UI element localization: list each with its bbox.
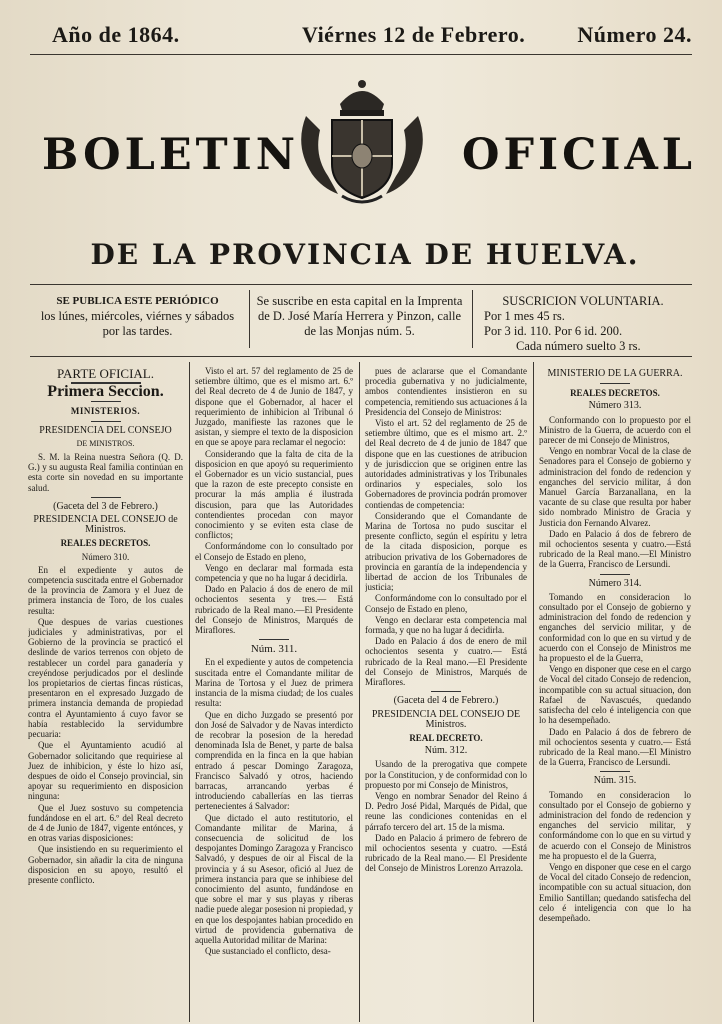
columns-top-rule: [30, 356, 692, 357]
masthead: [40, 22, 692, 54]
paragraph: Que el Juez sostuvo su competencia fundándose en el art. 6.º del Real decreto de 4 de Junio de 1847, vigente entónces, y en otras varias disposiciones:: [28, 802, 183, 844]
divider: [91, 401, 121, 402]
paragraph: Vengo en declarar mal formada esta competencia y que no ha lugar á decidirla.: [195, 562, 353, 584]
subscription-line-2: de D. José María Herrera y Pinzon, calle: [257, 309, 462, 323]
paragraph: Que insistiendo en su requerimiento el Gobernador, sin añadir la cita de ninguna disposicion en su apoyo, resultó el presente conflicto.: [28, 844, 183, 885]
paragraph: Visto el art. 52 del reglamento de 25 de setiembre último, que es el mismo art. 2.º del Real decreto de 4 de junio de 1847 que dispone que en las cuestiones de atribucion y de jurisdiccion que se originen entre las autoridades administrativas y los Tribunales ordinarios y especiales, solo los Gobernadores de provincia podrán promover contiendas de competencia:: [365, 418, 527, 510]
column-4: [539, 366, 691, 1021]
paragraph: Vengo en nombrar Senador del Reino á D. Pedro José Pidal, Marqués de Pidal, que reune las condiciones contenidas en el párrafo tercero del art. 15 de la misma.: [365, 790, 527, 832]
prices-heading: SUSCRICION VOLUNTARIA.: [502, 294, 664, 308]
info-top-rule: [30, 284, 692, 285]
paragraph: Dado en Palacio á dos de enero de mil ochocientos sesenta y cuatro.— Está rubricado de la Real mano.—El Presidente del Consejo de Ministros, Marqués de Miraflores.: [365, 636, 527, 688]
decree-number: Número 314.: [588, 577, 642, 589]
gaceta-reference: (Gaceta del 4 de Febrero.): [393, 695, 499, 707]
reales-decretos-heading: REALES DECRETOS.: [570, 388, 660, 399]
info-separator-1: [249, 290, 250, 348]
issue-number: Número 24.: [577, 22, 692, 47]
paragraph: En el expediente y autos de competencia suscitada entre el Comandante militar de Marina de Tortosa y el Juez de primera instancia de la misma ciudad; de los cuales resulta:: [195, 657, 353, 709]
title-right: OFICIAL: [462, 130, 697, 180]
paragraph: Que sustanciado el conflicto, desa-: [205, 946, 331, 957]
publication-schedule: [30, 294, 245, 339]
paragraph: Vengo en disponer que cese en el cargo de Vocal del citado Consejo de redencion, incompatible con su actual situacion, don Emilio Santillan; quedando satisfecha del celo é inteligencia con que lo ha desempeñado.: [539, 861, 691, 923]
decree-number: Núm. 312.: [424, 745, 468, 757]
issue-year: Año de 1864.: [52, 22, 180, 47]
paragraph: Que dictado el auto restitutorio, el Comandante militar de Marina, á consecuencia de solicitud de los despojantes Domingo Zaragoza y Francisco Salvadó, y despues de oir al Fiscal de la provincia y á su Asesor, ofició al Juez de primera instancia para que se inhibiese del conocimiento del asunto, fundándose en que sobre el mar y sus playas y riberas nadie puede alegar posesion ni propiedad, y en que los despojantes habian procedido en virtud de providencia gubernativa de aquella Autoridad militar de Marina:: [195, 812, 353, 945]
price-3-6-months: Por 3 id. 110. Por 6 id. 200.: [484, 324, 623, 338]
paragraph: pues de aclararse que el Comandante procedia gubernativa y no judicialmente, ambos contendientes insistieron en su competencia, remitiendo sus actuaciones á la Presidencia del Consejo de Ministros:: [365, 366, 527, 417]
issue-date: Viérnes 12 de Febrero.: [302, 22, 526, 47]
reales-decretos-heading: REALES DECRETOS.: [60, 538, 151, 549]
paragraph: Usando de la prerogativa que compete por la Constitucion, y de conformidad con lo propuesto por mi Consejo de Ministros,: [365, 759, 527, 790]
decree-number: Número 313.: [588, 400, 642, 412]
schedule-heading: SE PUBLICA ESTE PERIÓDICO: [56, 295, 219, 307]
paragraph: Vengo en disponer que cese en el cargo de Vocal del citado Consejo de redencion, incompatible con su actual situacion, don Rafael de Navascués, quedando satisfecha del celo é inteligencia con que lo ha desempeñado.: [539, 664, 691, 726]
divider: [91, 497, 121, 498]
paragraph: En el expediente y autos de competencia suscitada entre el Gobernador de la provincia de Zamora y el Juez de primera instancia de Toro, de los cuales resulta:: [28, 564, 183, 616]
paragraph: Dado en Palacio á dos de febrero de mil ochocientos sesenta y cuatro.— Está rubricado de la Real mano.—El Ministro de la Guerra, Francisco de Lersundi.: [539, 726, 691, 768]
info-separator-2: [472, 290, 473, 348]
real-decreto-heading: REAL DECRETO.: [409, 732, 483, 743]
paragraph: Vengo en declarar esta competencia mal formada, y que no ha lugar á decidirla.: [365, 614, 527, 636]
ministerios-heading: MINISTERIOS.: [70, 406, 141, 417]
divider: [91, 421, 121, 422]
subscription-place: [252, 294, 467, 339]
parte-oficial-heading: PARTE OFICIAL.: [57, 366, 154, 381]
divider: [600, 574, 630, 575]
subscription-prices: [476, 294, 690, 354]
paragraph: Dado en Palacio á dos de enero de mil ochocientos sesenta y tres.— Está rubricado de la Real mano.—El Presidente del Consejo de Ministros, Marqués de Miraflores.: [195, 584, 353, 636]
presidencia-heading: PRESIDENCIA DEL CONSEJO DE Ministros.: [371, 708, 521, 730]
price-1-month: Por 1 mes 45 rs.: [484, 309, 565, 323]
paragraph: Tomando en consideracion lo consultado por el Consejo de gobierno y administracion del fondo de redencion y enganches del servicio militar, y de conformidad con lo que en su virtud y de acuerdo con el Consejo de Ministros me ha propuesto el de la Guerra,: [539, 591, 691, 664]
subscription-line-3: de las Monjas núm. 5.: [304, 324, 415, 338]
column-1: [28, 366, 183, 1021]
paragraph: S. M. la Reina nuestra Señora (Q. D. G.) y su augusta Real familia continúan en esta corte sin novedad en su importante salud.: [28, 452, 183, 493]
price-single-issue: Cada número suelto 3 rs.: [516, 339, 641, 353]
column-2: [195, 366, 353, 1021]
presidencia-heading-2: PRESIDENCIA DEL CONSEJO de Ministros.: [33, 514, 178, 536]
column-separator-1: [189, 362, 190, 1022]
paragraph: Vengo en nombrar Vocal de la clase de Senadores para el Consejo de gobierno y administracion del fondo de redencion y enganches del servicio militar, á don Manuel García Barzanallana, en la vacante de su clase que resulta por haber sido nombrado Ministro de Gracia y Justicia don Fernando Alvarez.: [539, 446, 691, 528]
subtitle: DE LA PROVINCIA DE HUELVA.: [90, 238, 640, 271]
divider: [259, 639, 289, 640]
schedule-time: por las tardes.: [102, 324, 173, 338]
title-left: BOLETIN: [42, 130, 300, 180]
column-separator-3: [533, 362, 534, 1022]
paragraph: Que el Ayuntamiento acudió al Gobernador solicitando que requiriese al Juez de inhibicion, y éste lo hizo así, despues de oido el Consejo provincial, sin apoyar su requerimiento en disposicion ninguna:: [28, 740, 183, 802]
royal-coat-of-arms-icon: [292, 76, 432, 208]
paragraph: Tomando en consideracion lo consultado por el Consejo de gobierno y administracion del fondo de redencion y enganches del servicio militar, y conformándome con lo que en su virtud y de acuerdo con el Consejo de Ministros me ha propuesto el de la Guerra,: [539, 789, 691, 861]
decree-number: Núm. 315.: [593, 775, 637, 787]
decree-number: Núm. 311.: [250, 643, 298, 656]
column-separator-2: [359, 362, 360, 1022]
paragraph: Conformándome con lo consultado por el Consejo de Estado en pleno,: [365, 593, 527, 614]
paragraph: Considerando que el Comandante de Marina de Tortosa no pudo suscitar el presente conflicto, según el espíritu y letra de la citada disposicion, porque es atribucion privativa de los Gobernadores de provincia en garantía de la independencia y libertad de accion de los Tribunales de justicia;: [365, 510, 527, 593]
column-3: [365, 366, 527, 1021]
presidencia-heading: PRESIDENCIA DEL CONSEJO: [39, 424, 172, 436]
paragraph: Dado en Palacio á dos de febrero de mil ochocientos sesenta y cuatro.—Está rubricado de la Real mano.—El Ministro de la Guerra, Francisco de Lersundi.: [539, 528, 691, 570]
paragraph: Conformándome con lo consultado por el Consejo de Estado en pleno,: [195, 541, 353, 562]
paragraph: Que despues de varias cuestiones judiciales y administrativas, por el Gobierno de la provincia se practicó el deslinde de varios terrenos con objeto de restablecer un cordel para ganadería y creyéndose perjudicados por el deslinde los propietarios de ciertas fincas rústicas, presentaron en el expresado Juzgado de primera instancia demanda de propiedad contra el Ayuntamiento á cuyo favor se había restablecido la servidumbre pecuaria:: [28, 616, 183, 740]
primera-seccion-heading: Primera Seccion.: [47, 383, 164, 401]
gaceta-reference: (Gaceta del 3 de Febrero.): [53, 500, 158, 512]
paragraph: Dado en Palacio á primero de febrero de mil ochocientos sesenta y cuatro. —Está rubricado de la Real mano.— El Presidente del Consejo de Ministros Lorenzo Arrazola.: [365, 832, 527, 874]
paragraph: Visto el art. 57 del reglamento de 25 de setiembre último, que es el mismo art. 6.º del Real decreto de 4 de Junio de 1847, y dispone que el Gobernador, al hacer el requerimiento de inhibicion al Tribunal ó Juzgado, manifieste las razones que le asistan, y siempre el texto de la disposicion en que se apoye para reclamar el negocio:: [195, 366, 353, 448]
divider: [600, 383, 630, 384]
ministerio-guerra-heading: MINISTERIO DE LA GUERRA.: [547, 368, 683, 379]
divider: [431, 691, 461, 692]
masthead-rule: [30, 54, 692, 55]
decree-number: Número 310.: [81, 551, 130, 562]
subscription-line-1: Se suscribe en esta capital en la Imprenta: [256, 294, 463, 308]
de-ministros-heading: DE MINISTROS.: [76, 438, 135, 448]
divider: [600, 771, 630, 772]
schedule-days: los lúnes, miércoles, viérnes y sábados: [40, 309, 235, 323]
paragraph: Considerando que la falta de cita de la disposicion en que apoyó su requerimiento el Gobernador es un vicio sustancial, pues que la razon de este precepto consiste en procurar la más amplia é ilustrada discusion, para que las Autoridades contendientes procedan con mayor conocimiento y se eviten esta clase de conflictos;: [195, 448, 353, 541]
paragraph: Conformando con lo propuesto por el Ministro de la Guerra, de acuerdo con el parecer de mi Consejo de Ministros,: [539, 414, 691, 446]
paragraph: Que en dicho Juzgado se presentó por don José de Salvador y de Navas interdicto de recobrar la posesion de la heredad denominada Isla de Benet, y parte de balsa comprendida en la finca en la que habian entrado á pescar Domingo Zaragoza, Francisco Salvadó y otros, haciendo barracas, arrancando yerbas é introduciendo caballerías en las tierras pertenecientes á Salvador:: [195, 709, 353, 812]
